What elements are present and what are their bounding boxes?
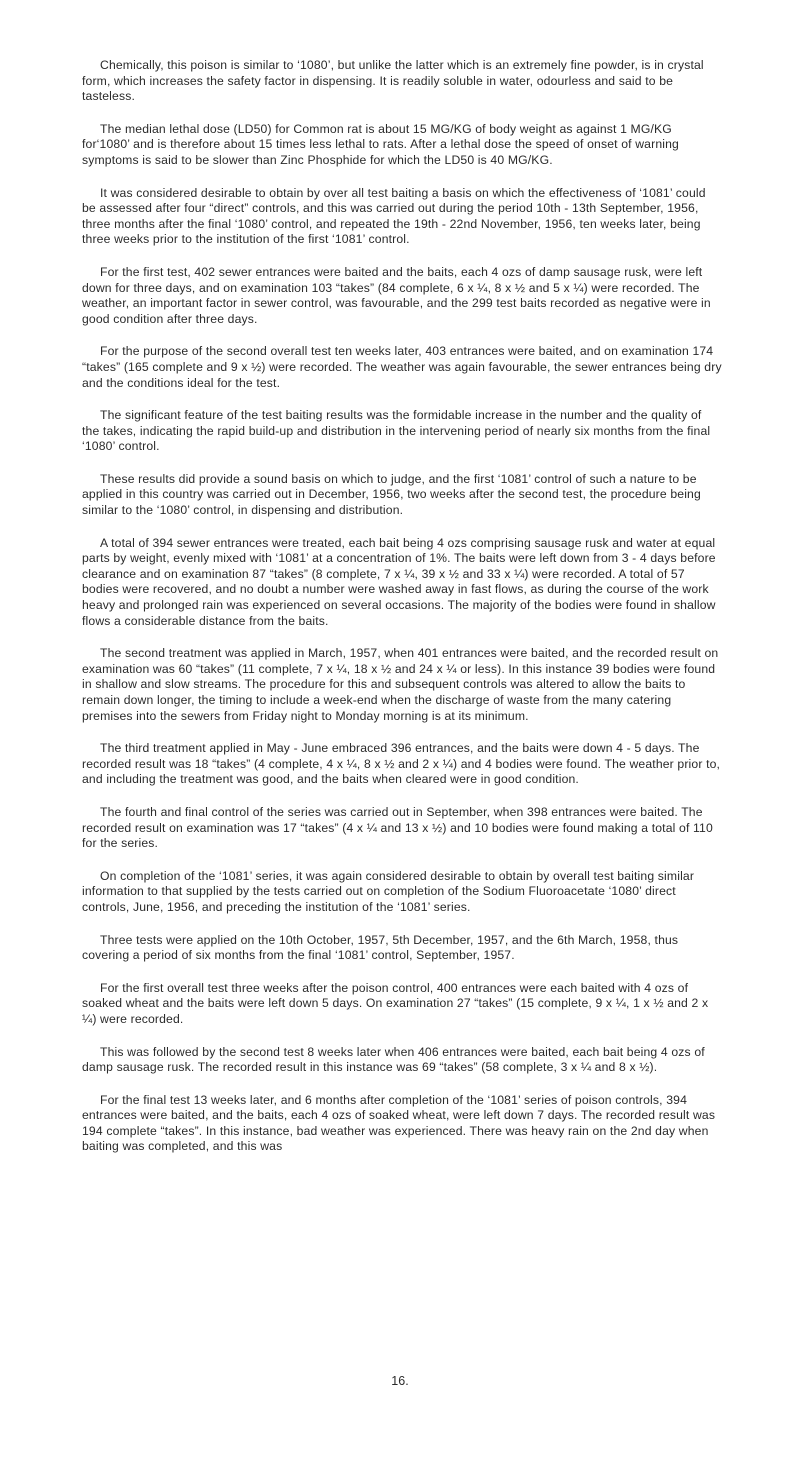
paragraph: The second treatment was applied in March, 1957, when 401 entrances were baited, and the recorded result on examination was 60 “takes” (11 complete, 7 x ¼, 18 x ½ and 24 x ¼ or less). In this instance 39 bodies were found in shallow and slow streams. The procedure for this and subsequent controls was altered to allow the baits to remain down longer, the timing to include a week-end when the discharge of waste from the many catering premises into the sewers from Friday night to Monday morning is at its minimum. (82, 646, 719, 723)
paragraph: For the final test 13 weeks later, and 6 months after completion of the ‘1081’ series of poison controls, 394 entrances were baited, and the baits, each 4 ozs of soaked wheat, were left down 7 days. The recorded result was 194 complete “takes”. In this instance, bad weather was experienced. There was heavy rain on the 2nd day when baiting was completed, and this was (82, 1092, 716, 1154)
page-number: 16. (391, 1374, 409, 1388)
paragraph: On completion of the ‘1081’ series, it was again considered desirable to obtain by overall test baiting similar information to that supplied by the tests carried out on completion of the Sodium Fluoroacetate ‘1080’ direct controls, June, 1956, and preceding the institution of the ‘1081’ series. (82, 868, 695, 914)
paragraph: The significant feature of the test baiting results was the formidable increase in the number and the quality of the takes, indicating the rapid build-up and distribution in the intervening period of nearly six months from the final ‘1080’ control. (82, 408, 711, 454)
paragraph: For the first test, 402 sewer entrances were baited and the baits, each 4 ozs of damp sausage rusk, were left down for three days, and on examination 103 “takes” (84 complete, 6 x ¼, 8 x ½ and 5 x ¼) were recorded. The weather, an important factor in sewer control, was favourable, and the 299 test baits recorded as negative were in good condition after three days. (82, 264, 711, 326)
paragraph: The median lethal dose (LD50) for Common rat is about 15 MG/KG of body weight as against 1 MG/KG for‘1080’ and is therefore about 15 times less lethal to rats. After a lethal dose the speed of onset of warning symptoms is said to be slower than Zinc Phosphide for which the LD50 is 40 MG/KG. (82, 121, 679, 167)
paragraph: The fourth and final control of the series was carried out in September, when 398 entrances were baited. The recorded result on examination was 17 “takes” (4 x ¼ and 13 x ½) and 10 bodies were found making a total of 110 for the series. (82, 804, 713, 851)
paragraph: For the first overall test three weeks after the poison control, 400 entrances were each baited with 4 ozs of soaked wheat and the baits were left down 5 days. On examination 27 “takes” (15 complete, 9 x ¼, 1 x ½ and 2 x ¼) were recorded. (82, 980, 709, 1026)
paragraph: This was followed by the second test 8 weeks later when 406 entrances were baited, each bait being 4 ozs of damp sausage rusk. The recorded result in this instance was 69 “takes” (58 complete, 3 x ¼ and 8 x ½). (82, 1044, 705, 1075)
paragraph: For the purpose of the second overall test ten weeks later, 403 entrances were baited, and on examination 174 “takes” (165 complete and 9 x ½) were recorded. The weather was again favourable, the sewer entrances being dry and the conditions ideal for the test. (82, 344, 722, 390)
paragraph: Chemically, this poison is similar to ‘1080’, but unlike the latter which is an extremely fine powder, is in crystal form, which increases the safety factor in dispensing. It is readily soluble in water, odourless and said to be tasteless. (82, 58, 704, 104)
document-body (82, 58, 722, 1172)
paragraph: It was considered desirable to obtain by over all test baiting a basis on which the effectiveness of ‘1081’ could be assessed after four “direct” controls, and this was carried out during the period 10th - 13th September, 1956, three months after the final ‘1080’ control, and repeated the 19th - 22nd November, 1956, ten weeks later, being three weeks prior to the institution of the first ‘1081’ control. (82, 185, 706, 247)
paragraph: The third treatment applied in May - June embraced 396 entrances, and the baits were down 4 - 5 days. The recorded result was 18 “takes” (4 complete, 4 x ¼, 8 x ½ and 2 x ¼) and 4 bodies were found. The weather prior to, and including the treatment was good, and the baits when cleared were in good condition. (82, 741, 721, 787)
paragraph: Three tests were applied on the 10th October, 1957, 5th December, 1957, and the 6th March, 1958, thus covering a period of six months from the final ‘1081’ control, September, 1957. (82, 932, 679, 963)
paragraph: A total of 394 sewer entrances were treated, each bait being 4 ozs comprising sausage rusk and water at equal parts by weight, evenly mixed with ‘1081’ at a concentration of 1%. The baits were left down from 3 - 4 days before clearance and on examination 87 “takes” (8 complete, 7 x ¼, 39 x ½ and 33 x ¼) were recorded. A total of 57 bodies were recovered, and no doubt a number were washed away in fast flows, as during the course of the work heavy and prolonged rain was experienced on several occasions. The majority of the bodies were found in shallow flows a considerable distance from the baits. (82, 535, 716, 628)
paragraph: These results did provide a sound basis on which to judge, and the first ‘1081’ control of such a nature to be applied in this country was carried out in December, 1956, two weeks after the second test, the procedure being similar to the ‘1080’ control, in dispensing and distribution. (82, 471, 701, 518)
